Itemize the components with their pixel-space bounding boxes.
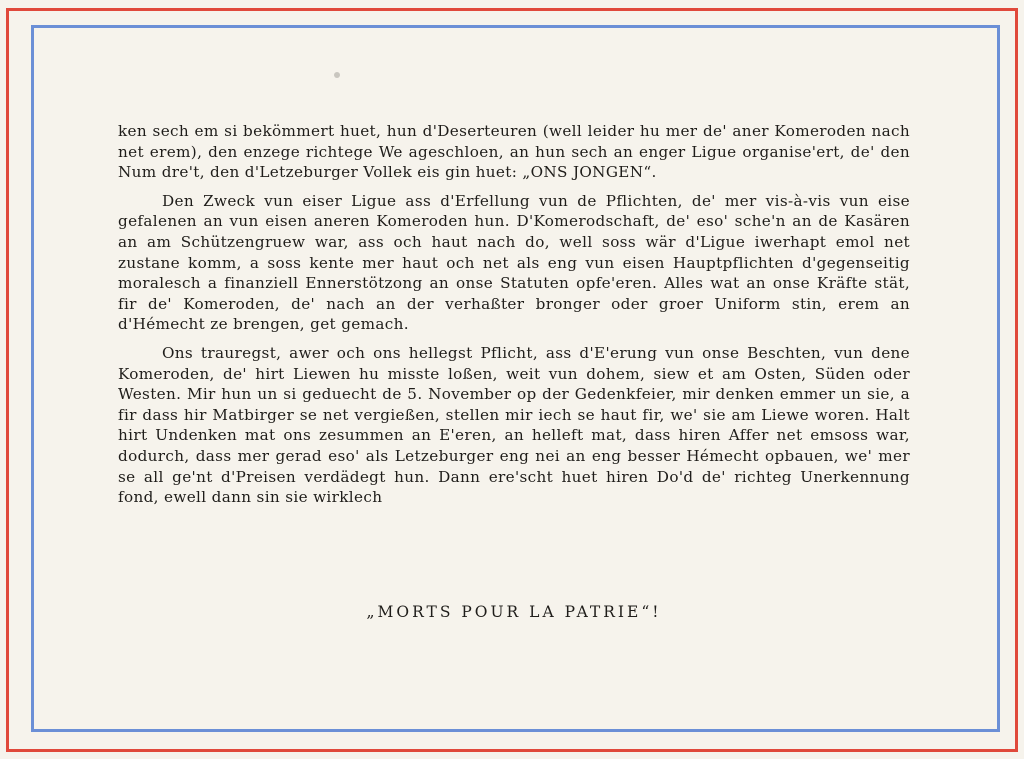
- body-text: [118, 121, 910, 508]
- closing-motto: „MORTS POUR LA PATRIE“!: [366, 603, 662, 621]
- paragraph-3: Ons trauregst, awer och ons hellegst Pflicht, ass d'E'erung vun onse Beschten, vun dene Komeroden, de' hirt Liewen hu misste loßen, weit vun dohem, siew et am Osten, Süden oder Westen. Mir hun un si geduecht de 5. November op der Gedenkfeier, mir denken emmer un sie, a fir dass hir Matbirger se net vergießen, stellen mir iech se haut fir, we' sie am Liewe woren. Halt hirt Undenken mat ons zesummen an E'eren, an helleft mat, dass hiren Affer net emsoss war, dodurch, dass mer gerad eso' als Letzeburger eng nei an eng besser Hémecht opbauen, we' mer se all ge'nt d'Preisen verdädegt hun. Dann ere'scht huet hiren Do'd de' richteg Unerkennung fond, ewell dann sin sie wirklech: [118, 343, 910, 507]
- paper-speck: [334, 72, 340, 78]
- paragraph-1: ken sech em si bekömmert huet, hun d'Deserteuren (well leider hu mer de' aner Komeroden nach net erem), den enzege richtege We ageschloen, an hun sech an enger Ligue organise'ert, de' den Num dre't, den d'Letzeburger Vollek eis gin huet: „ONS JONGEN“.: [118, 122, 910, 182]
- paragraph-2: Den Zweck vun eiser Ligue ass d'Erfellung vun de Pflichten, de' mer vis-à-vis vun eise gefalenen an vun eisen aneren Komeroden hun. D'Komerodschaft, de' eso' sche'n an de Kasären an am Schützengruew war, ass och haut nach do, well soss wär d'Ligue iwerhapt emol net zustane komm, a soss kente mer haut och net als eng vun eisen Hauptpflichten d'gegenseitig moralesch a finanziell Ennerstötzong an onse Statuten opfe'eren. Alles wat an onse Kräfte stät, fir de' Komeroden, de' nach an der verhaßter bronger oder groer Uniform stin, erem an d'Hémecht ze brengen, get gemach.: [118, 191, 910, 334]
